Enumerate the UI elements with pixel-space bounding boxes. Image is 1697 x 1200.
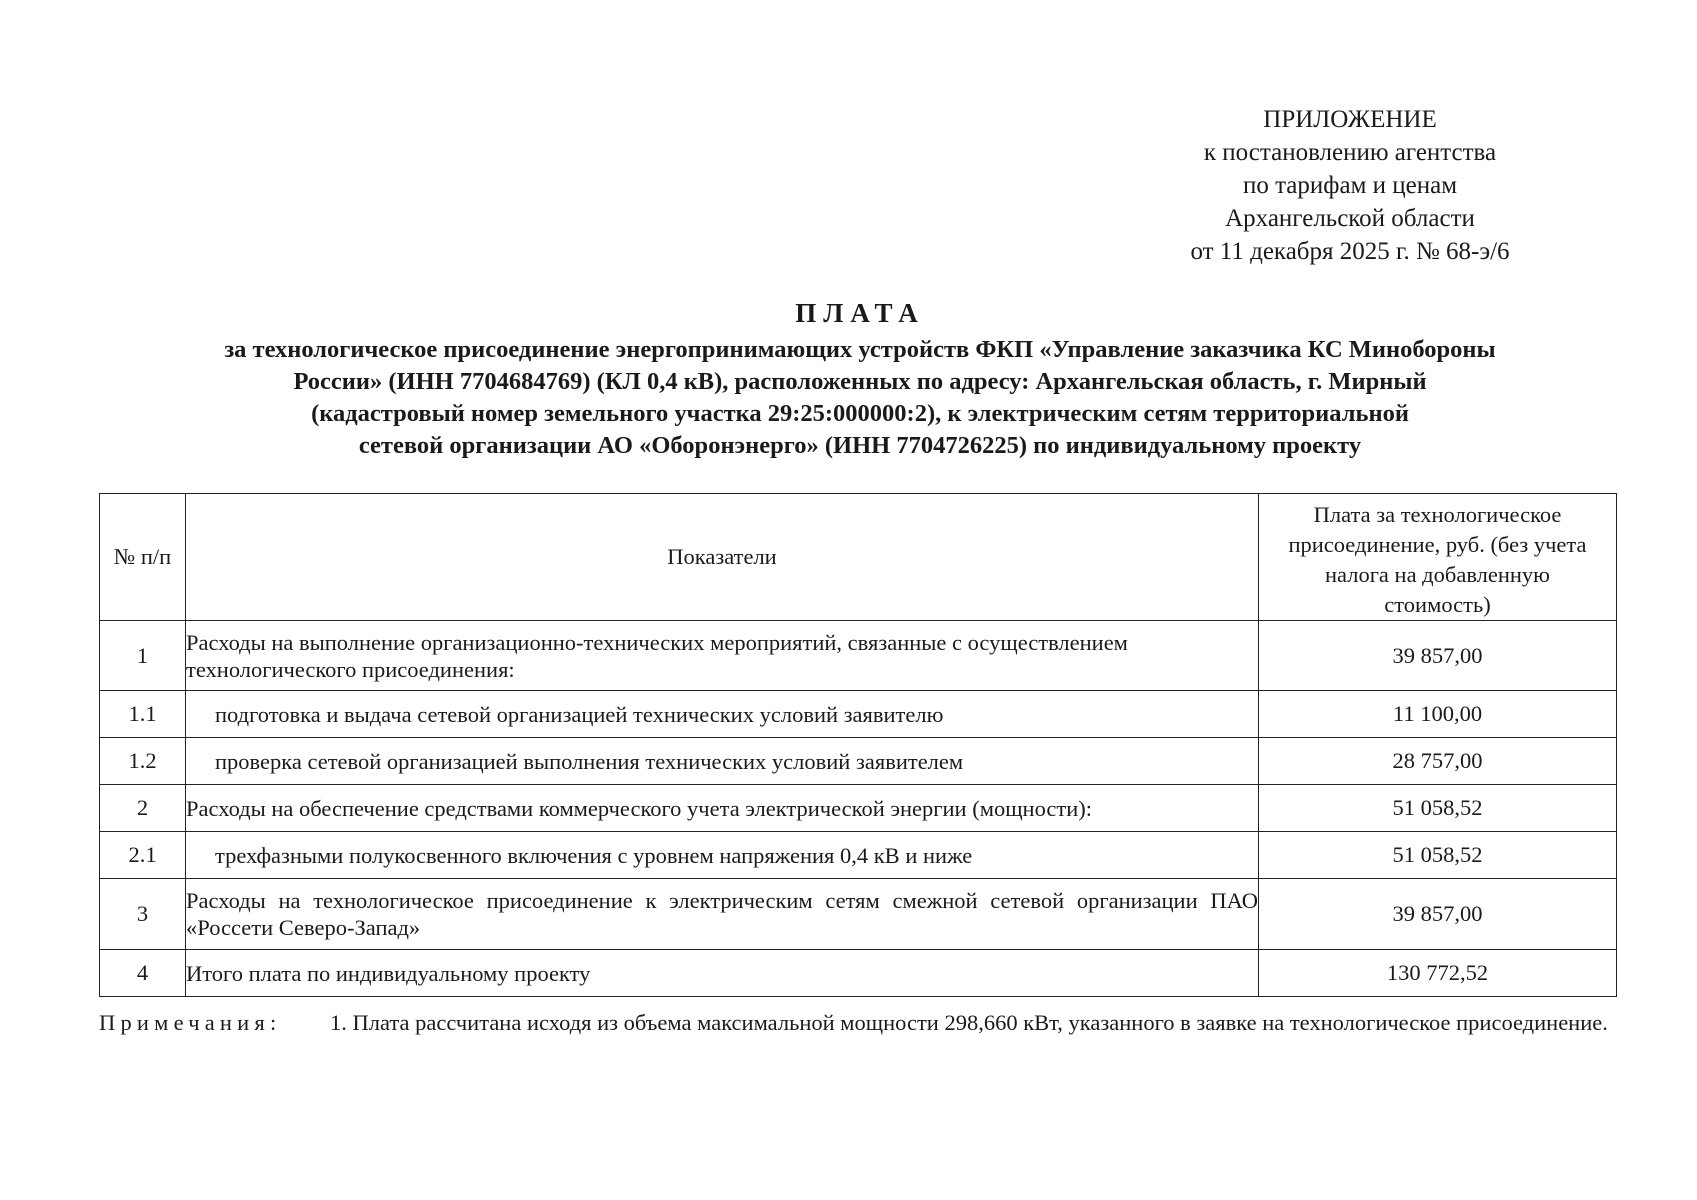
appendix-line: к постановлению агентства (1203, 139, 1497, 166)
appendix-line: по тарифам и ценам (1242, 172, 1458, 199)
row-fee: 39 857,00 (1259, 621, 1617, 691)
row-fee: 11 100,00 (1259, 691, 1617, 738)
row-num: 2 (100, 785, 186, 832)
table-row-total (100, 950, 1617, 997)
notes-label: Примечания: (99, 1010, 282, 1035)
row-num: 1 (100, 621, 186, 691)
appendix-line: от 11 декабря 2025 г. № 68-э/6 (1190, 238, 1510, 265)
subtitle-line: России» (ИНН 7704684769) (КЛ 0,4 кВ), расположенных по адресу: Архангельская область, г. Мирный (293, 368, 1427, 395)
row-indicator: трехфазными полукосвенного включения с уровнем напряжения 0,4 кВ и ниже (186, 832, 1259, 879)
table-row (100, 738, 1617, 785)
subtitle-line: (кадастровый номер земельного участка 29:25:000000:2), к электрическим сетям территориальной (311, 400, 1409, 427)
table-row (100, 691, 1617, 738)
row-fee: 39 857,00 (1259, 879, 1617, 950)
fees-table (99, 493, 1617, 997)
document-title: ПЛАТА (795, 298, 925, 328)
row-num: 1.2 (100, 738, 186, 785)
table-row (100, 785, 1617, 832)
row-fee: 51 058,52 (1259, 785, 1617, 832)
header-indicator: Показатели (186, 494, 1259, 621)
row-indicator: Расходы на технологическое присоединение к электрическим сетям смежной сетевой организации ПАО «Россети Северо-Запад» (186, 879, 1259, 950)
table-row (100, 832, 1617, 879)
notes-text: 1. Плата рассчитана исходя из объема максимальной мощности 298,660 кВт, указанного в заявке на технологическое присоединение. (330, 1010, 1608, 1035)
row-num: 3 (100, 879, 186, 950)
row-indicator: Итого плата по индивидуальному проекту (186, 950, 1259, 997)
document-subtitle (90, 334, 1630, 462)
row-indicator: проверка сетевой организацией выполнения технических условий заявителем (186, 738, 1259, 785)
row-num: 4 (100, 950, 186, 997)
row-fee: 28 757,00 (1259, 738, 1617, 785)
subtitle-line: за технологическое присоединение энергопринимающих устройств ФКП «Управление заказчика КС Минобороны (224, 336, 1496, 363)
row-num: 2.1 (100, 832, 186, 879)
appendix-line: Архангельской области (1225, 205, 1475, 232)
header-fee: Плата за технологическое присоединение, руб. (без учета налога на добавленную стоимость) (1259, 494, 1617, 621)
table-row (100, 879, 1617, 950)
subtitle-line: сетевой организации АО «Оборонэнерго» (ИНН 7704726225) по индивидуальному проекту (358, 432, 1362, 459)
row-fee: 51 058,52 (1259, 832, 1617, 879)
row-indicator: Расходы на выполнение организационно-технических мероприятий, связанные с осуществлением технологического присоединения: (186, 621, 1259, 691)
header-num: № п/п (100, 494, 186, 621)
table-header-row (100, 494, 1617, 621)
row-num: 1.1 (100, 691, 186, 738)
appendix-block (1160, 103, 1540, 268)
row-fee: 130 772,52 (1259, 950, 1617, 997)
row-indicator: подготовка и выдача сетевой организацией технических условий заявителю (186, 691, 1259, 738)
row-indicator: Расходы на обеспечение средствами коммерческого учета электрической энергии (мощности): (186, 785, 1259, 832)
table-row (100, 621, 1617, 691)
appendix-line: ПРИЛОЖЕНИЕ (1263, 106, 1437, 133)
